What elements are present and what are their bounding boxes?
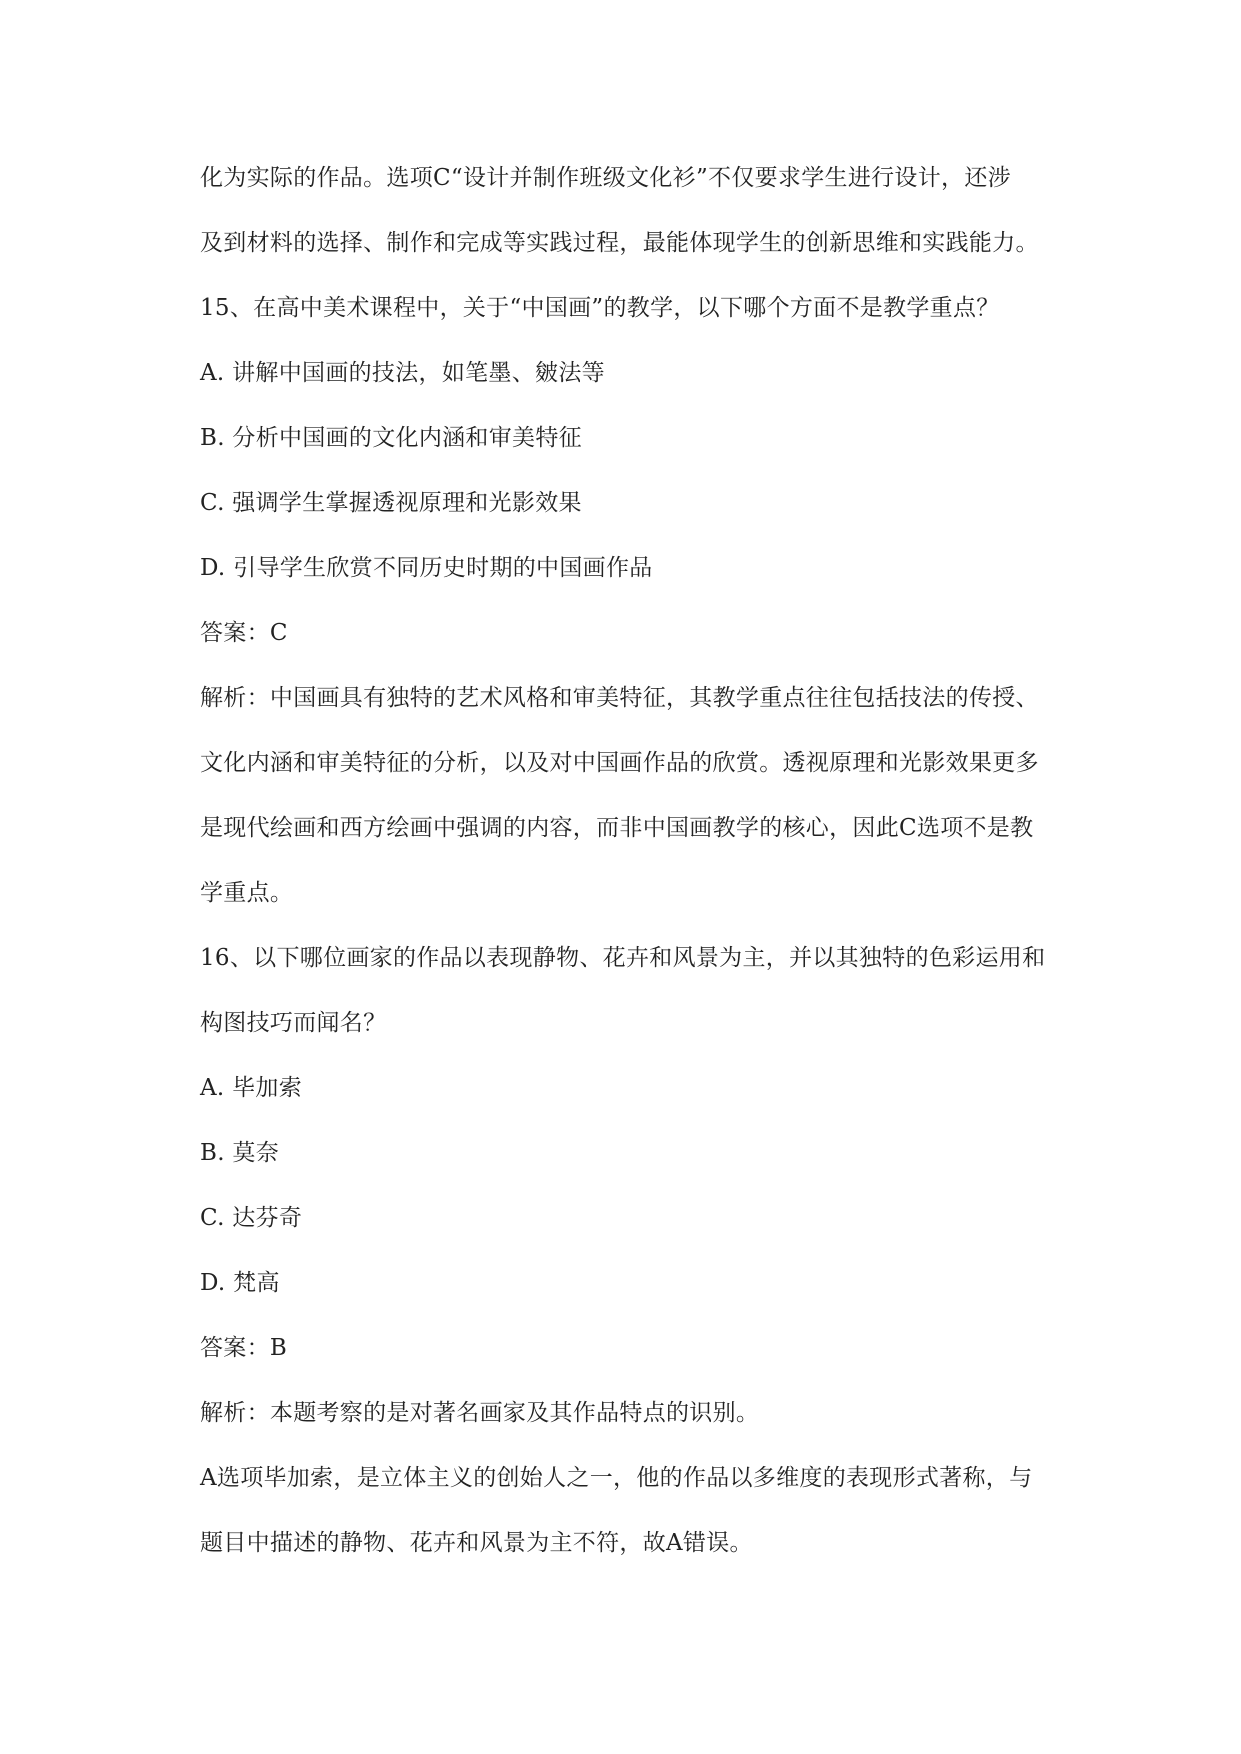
- question-15-explanation-line: 是现代绘画和西方绘画中强调的内容，而非中国画教学的核心，因此C选项不是教: [200, 815, 1034, 841]
- question-15-option-b: B. 分析中国画的文化内涵和审美特征: [200, 425, 582, 451]
- document-page: [200, 146, 1105, 1576]
- prev-explanation-line: 化为实际的作品。选项C“设计并制作班级文化衫”不仅要求学生进行设计，还涉: [200, 165, 1011, 191]
- prev-explanation-line: 及到材料的选择、制作和完成等实践过程，最能体现学生的创新思维和实践能力。: [200, 230, 1039, 256]
- question-16-option-a: A. 毕加索: [200, 1075, 303, 1101]
- question-16-explanation-line: 解析：本题考察的是对著名画家及其作品特点的识别。: [200, 1400, 760, 1426]
- question-16-answer: 答案：B: [200, 1335, 288, 1361]
- question-15-explanation-line: 文化内涵和审美特征的分析，以及对中国画作品的欣赏。透视原理和光影效果更多: [200, 750, 1039, 776]
- question-15-option-c: C. 强调学生掌握透视原理和光影效果: [200, 490, 582, 516]
- question-15-explanation-line: 学重点。: [200, 880, 294, 906]
- question-15-answer: 答案：C: [200, 620, 288, 646]
- question-15-option-a: A. 讲解中国画的技法，如笔墨、皴法等: [200, 360, 605, 386]
- question-16-option-b: B. 莫奈: [200, 1140, 280, 1166]
- question-15-explanation-line: 解析：中国画具有独特的艺术风格和审美特征，其教学重点往往包括技法的传授、: [200, 685, 1039, 711]
- question-16-stem-line: 构图技巧而闻名？: [200, 1010, 387, 1036]
- question-16-stem-line: 16、以下哪位画家的作品以表现静物、花卉和风景为主，并以其独特的色彩运用和: [200, 945, 1046, 971]
- question-16-option-d: D. 梵高: [200, 1270, 280, 1296]
- question-16-explanation-line: 题目中描述的静物、花卉和风景为主不符，故A错误。: [200, 1530, 753, 1556]
- question-15-option-d: D. 引导学生欣赏不同历史时期的中国画作品: [200, 555, 653, 581]
- question-16-explanation-line: A选项毕加索，是立体主义的创始人之一，他的作品以多维度的表现形式著称，与: [200, 1465, 1033, 1491]
- question-15-stem: 15、在高中美术课程中，关于“中国画”的教学，以下哪个方面不是教学重点？: [200, 295, 1000, 321]
- question-16-option-c: C. 达芬奇: [200, 1205, 303, 1231]
